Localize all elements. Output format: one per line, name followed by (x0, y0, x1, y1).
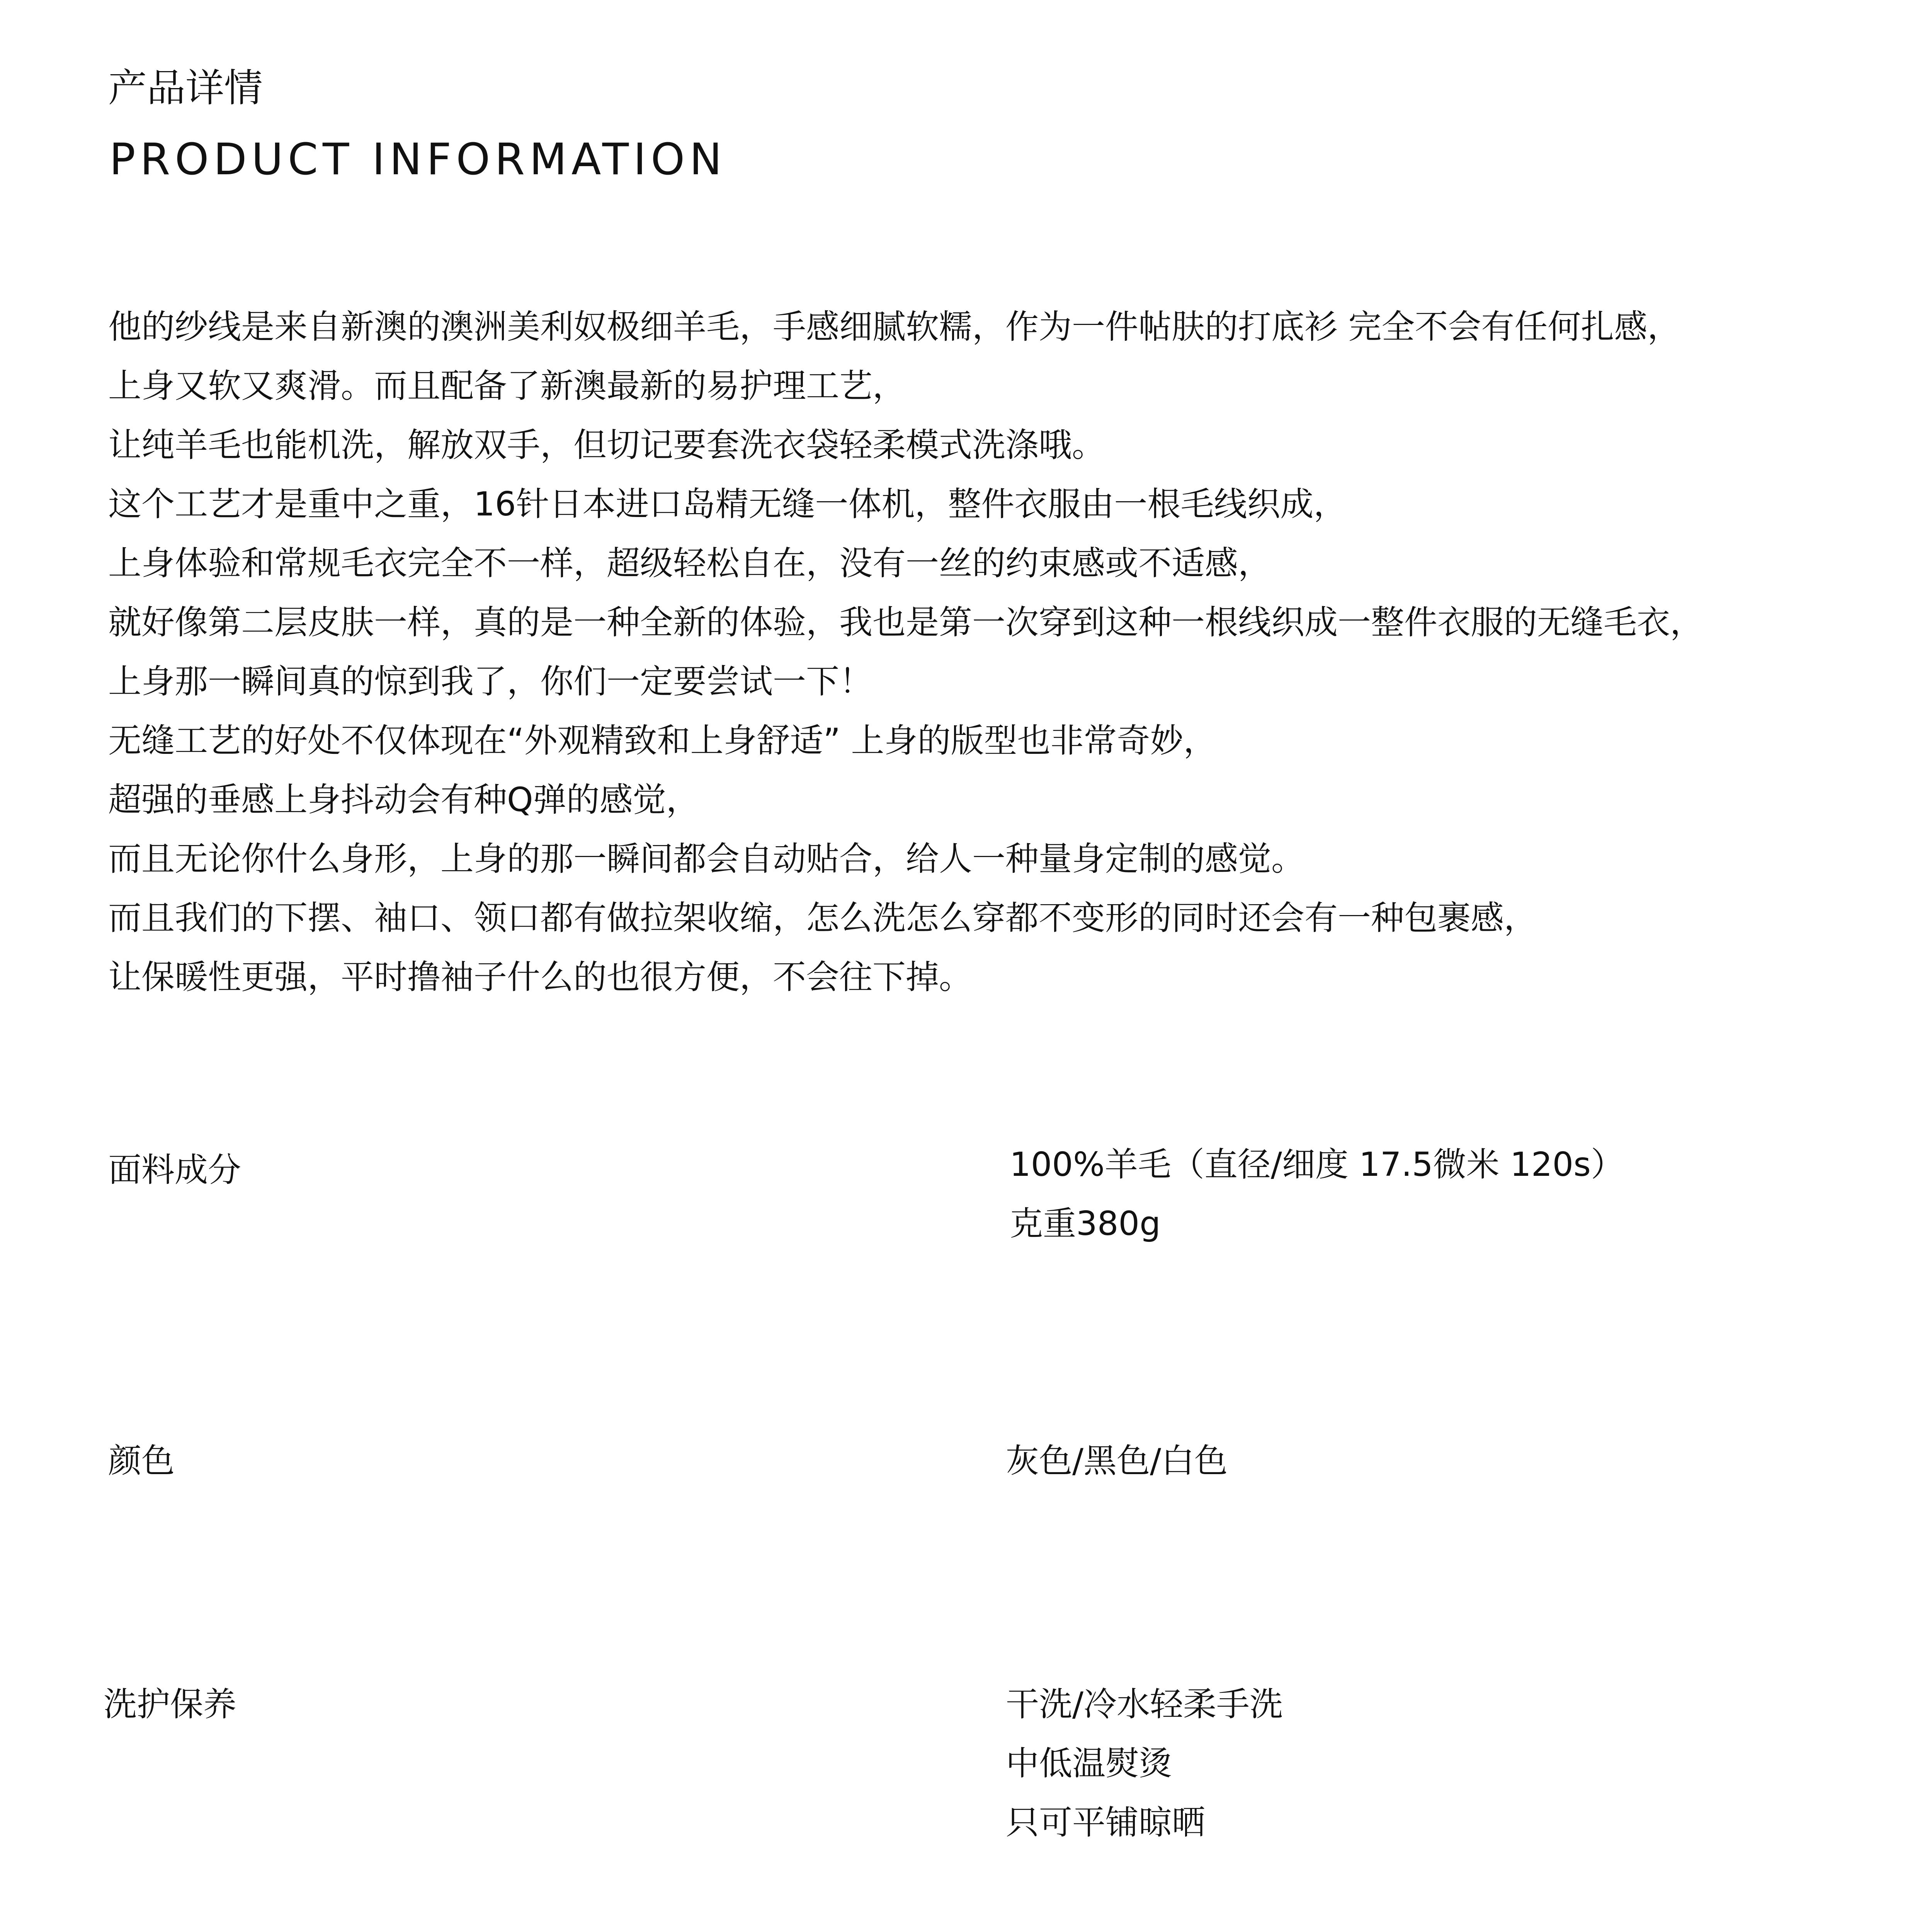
description-line: 他的纱线是来自新澳的澳洲美利奴极细羊毛，手感细腻软糯，作为一件帖肤的打底衫 完全不会有任何扎感， (108, 308, 1681, 346)
color-label: 颜色 (108, 1442, 175, 1480)
page-title-en: PRODUCT INFORMATION (109, 134, 727, 185)
fabric-value-line: 100%羊毛（直径/细度 17.5微米 120s） (1010, 1145, 1624, 1184)
page-title-cn: 产品详情 (108, 65, 263, 111)
care-values (1006, 1675, 1856, 1852)
care-label: 洗护保养 (104, 1685, 236, 1724)
description-line: 让纯羊毛也能机洗，解放双手，但切记要套洗衣袋轻柔模式洗涤哦。 (108, 426, 1105, 464)
description-line: 而且我们的下摆、袖口、领口都有做拉架收缩，怎么洗怎么穿都不变形的同时还会有一种包裹感， (108, 899, 1537, 937)
fabric-label: 面料成分 (108, 1151, 241, 1189)
description-line: 无缝工艺的好处不仅体现在“外观精致和上身舒适” 上身的版型也非常奇妙， (108, 721, 1217, 760)
care-value-line: 干洗/冷水轻柔手洗 (1006, 1685, 1283, 1724)
description-line: 上身那一瞬间真的惊到我了，你们一定要尝试一下！ (108, 662, 872, 701)
care-value-line: 只可平铺晾晒 (1006, 1803, 1205, 1842)
description-line: 而且无论你什么身形，上身的那一瞬间都会自动贴合，给人一种量身定制的感觉。 (108, 840, 1304, 878)
description-line: 这个工艺才是重中之重，16针日本进口岛精无缝一体机，整件衣服由一根毛线织成， (108, 485, 1347, 524)
fabric-value-line: 克重380g (1010, 1204, 1161, 1243)
color-values (1006, 1432, 1856, 1491)
description-line: 上身体验和常规毛衣完全不一样，超级轻松自在，没有一丝的约束感或不适感， (108, 544, 1271, 583)
color-value-line: 灰色/黑色/白色 (1006, 1442, 1228, 1480)
description-line: 让保暖性更强，平时撸袖子什么的也很方便，不会往下掉。 (108, 958, 972, 997)
product-description (108, 298, 1847, 1007)
fabric-values (1010, 1135, 1860, 1253)
care-value-line: 中低温熨烫 (1006, 1744, 1172, 1783)
description-line: 超强的垂感上身抖动会有种Q弹的感觉， (108, 781, 699, 819)
description-line: 上身又软又爽滑。而且配备了新澳最新的易护理工艺， (108, 367, 906, 405)
description-line: 就好像第二层皮肤一样，真的是一种全新的体验，我也是第一次穿到这种一根线织成一整件衣服的无缝毛衣， (108, 603, 1703, 642)
